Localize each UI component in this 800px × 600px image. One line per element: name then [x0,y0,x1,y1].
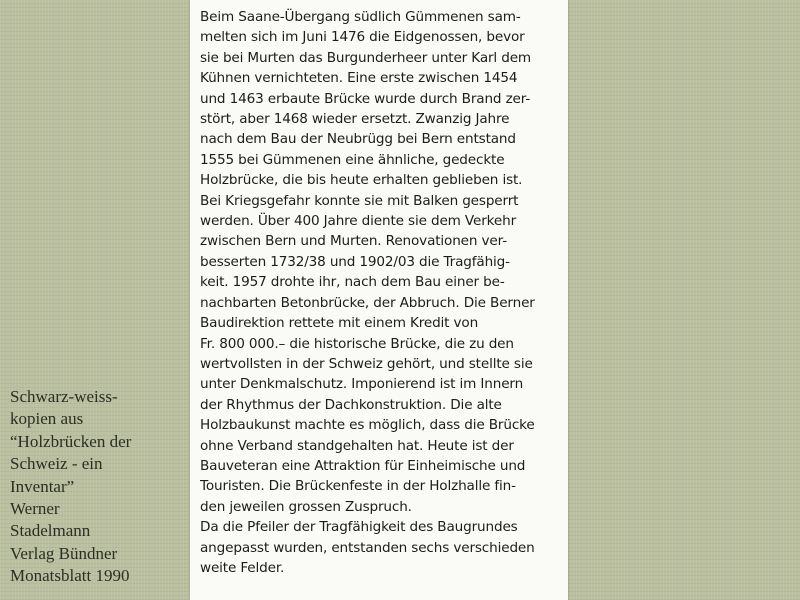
scanned-page [190,0,568,600]
text-line: Fr. 800 000.– die historische Brücke, die zu den [200,335,514,352]
text-line: weite Felder. [200,559,285,576]
text-line: Beim Saane-Übergang südlich Gümmenen sam- [200,9,521,25]
text-line: 1555 bei Gümmenen eine ähnliche, gedeckte [200,151,505,168]
text-line: der Rhythmus der Dachkonstruktion. Die alte [200,396,502,413]
caption-line: Stadelmann [10,521,91,541]
caption-line: Monatsblatt 1990 [10,566,130,586]
text-line: Touristen. Die Brückenfeste in der Holzhalle fin- [200,478,516,495]
caption-line: Schweiz - ein [10,454,103,474]
text-line: nach dem Bau der Neubrügg bei Bern entstand [200,131,516,148]
caption-line: Verlag Bündner [10,543,118,563]
caption-line: “Holzbrücken der [10,431,132,451]
text-line: zwischen Bern und Murten. Renovationen ver- [200,233,507,250]
text-line: Holzbaukunst machte es möglich, dass die Brücke [200,417,535,434]
text-line: Holzbrücke, die bis heute erhalten geblieben ist. [200,172,523,189]
text-line: unter Denkmalschutz. Imponierend ist im Innern [200,376,524,393]
text-line: nachbarten Betonbrücke, der Abbruch. Die Berner [200,294,535,311]
caption-line: Schwarz-weiss- [10,387,118,406]
text-line: Bei Kriegsgefahr konnte sie mit Balken gesperrt [200,192,519,209]
source-caption [10,386,131,588]
text-line: angepasst wurden, entstanden sechs verschieden [200,539,535,556]
caption-line: kopien aus [10,409,84,429]
text-line: melten sich im Juni 1476 die Eidgenossen, bevor [200,29,525,46]
text-line: stört, aber 1468 wieder ersetzt. Zwanzig Jahre [200,111,510,128]
text-line: besserten 1732/38 und 1902/03 die Tragfähig- [200,253,510,270]
text-line: Baudirektion rettete mit einem Kredit von [200,315,479,332]
text-line: sie bei Murten das Burgunderheer unter Karl dem [200,49,532,66]
caption-line: Inventar” [10,476,75,496]
text-line: keit. 1957 drohte ihr, nach dem Bau einer be- [200,274,505,291]
text-line: Bauveteran eine Attraktion für Einheimische und [200,457,526,474]
text-line: werden. Über 400 Jahre diente sie dem Verkehr [200,213,517,230]
text-line: wertvollsten in der Schweiz gehört, und stellte sie [200,355,533,372]
text-line: und 1463 erbaute Brücke wurde durch Brand zer- [200,90,531,107]
text-line: ohne Verband standgehalten hat. Heute ist der [200,437,514,454]
text-line: den jeweilen grossen Zuspruch. [200,498,412,515]
text-line: Kühnen vernichteten. Eine erste zwischen 1454 [200,70,518,87]
text-line: Da die Pfeiler der Tragfähigkeit des Baugrundes [200,519,518,536]
caption-line: Werner [10,499,60,519]
article-text [200,7,535,578]
